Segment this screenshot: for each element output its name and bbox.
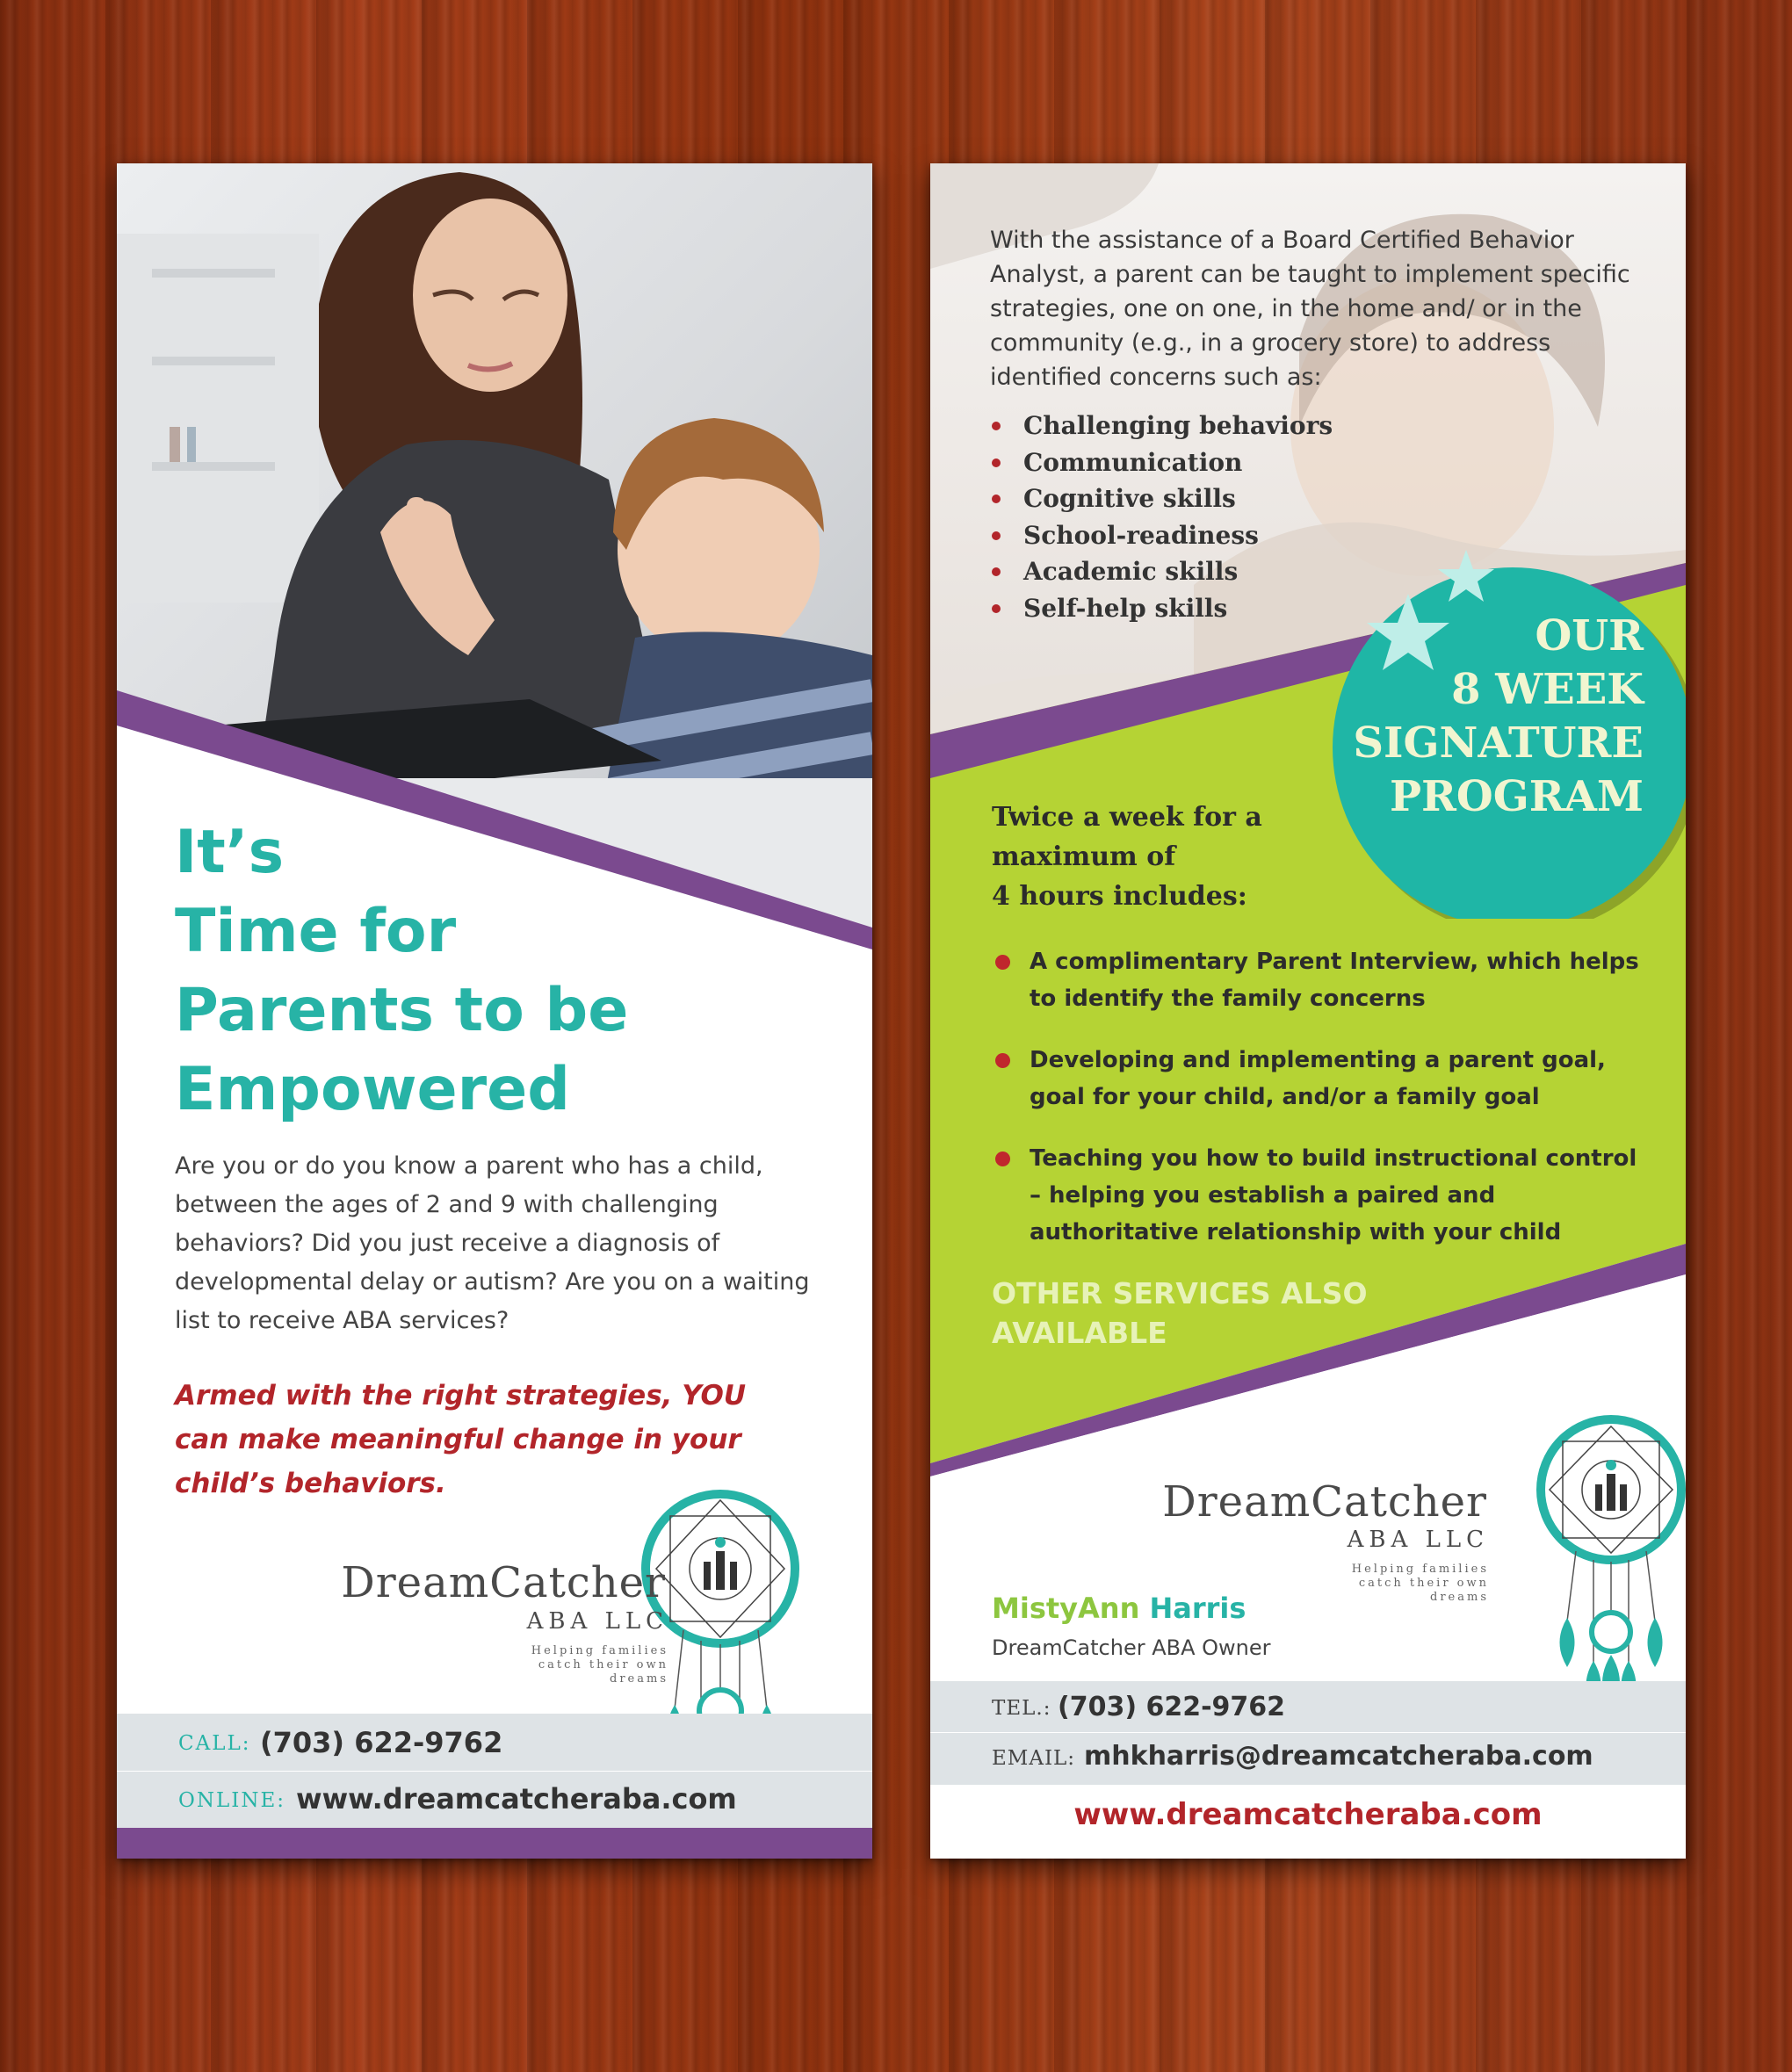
intro-paragraph: Are you or do you know a parent who has a child, between the ages of 2 and 9 with challenging behaviors? Did you just receive a diagnosis of developmental delay or autism? Are you on a waiting list to receive ABA services?: [175, 1152, 810, 1334]
contact-divider: [930, 1732, 1686, 1733]
logo-tagline-line-3: dreams: [610, 1672, 668, 1686]
concern-label: Challenging behaviors: [1023, 411, 1333, 440]
owner-last-name: Harris: [1149, 1592, 1246, 1625]
bullet-dot: [995, 1053, 1010, 1068]
owner-title: DreamCatcher ABA Owner: [992, 1635, 1271, 1660]
concern-label: Self-help skills: [1023, 593, 1228, 623]
logo-wordmark: DreamCatcher: [1162, 1477, 1487, 1527]
email-address-link[interactable]: mhkharris@dreamcatcheraba.com: [1084, 1741, 1593, 1772]
bullet-dot: [995, 1152, 1010, 1166]
contact-divider: [117, 1771, 872, 1772]
tel-phone-number[interactable]: (703) 622-9762: [1058, 1692, 1286, 1722]
logo-tagline-line-1: Helping families: [531, 1644, 668, 1657]
concern-label: Cognitive skills: [1023, 484, 1236, 513]
program-badge-text: OUR 8 WEEK SIGNATURE PROGRAM: [1353, 611, 1644, 821]
tel-label: TEL.:: [992, 1697, 1051, 1720]
owner-name: [992, 1592, 1246, 1625]
bullet-dot: [995, 955, 1010, 970]
logo-tagline-line-3: dreams: [1430, 1591, 1489, 1604]
website-link[interactable]: www.dreamcatcheraba.com: [1073, 1797, 1543, 1832]
empowerment-tagline: Armed with the right strategies, YOU can make meaningful change in your child’s behaviors.: [175, 1380, 747, 1499]
concern-label: School-readiness: [1023, 520, 1259, 550]
bottom-purple-bar: [117, 1828, 872, 1859]
include-text: A complimentary Parent Interview, which helps to identify the family concerns: [1030, 949, 1639, 1012]
call-phone-number[interactable]: (703) 622-9762: [260, 1726, 503, 1759]
include-text: Developing and implementing a parent goal, goal for your child, and/or a family goal: [1030, 1047, 1606, 1110]
online-website-link[interactable]: www.dreamcatcheraba.com: [296, 1782, 737, 1816]
schedule-heading: Twice a week for a maximum of 4 hours includes:: [992, 802, 1262, 912]
back-contact-band: [930, 1681, 1686, 1785]
concern-label: Communication: [1023, 447, 1243, 477]
front-rack-card: [117, 163, 872, 1859]
contact-band: [117, 1714, 872, 1828]
include-text: Teaching you how to build instructional control – helping you establish a paired and authoritative relationship with your child: [1030, 1145, 1637, 1245]
back-rack-card: [930, 163, 1686, 1859]
logo-suffix: ABA LLC: [1347, 1527, 1489, 1553]
call-label: CALL:: [178, 1732, 251, 1755]
logo-tagline-line-2: catch their own: [538, 1658, 668, 1671]
logo-suffix: ABA LLC: [526, 1608, 668, 1635]
program-includes-list: [994, 943, 1644, 1275]
include-item: [994, 943, 1644, 1017]
logo-tagline-line-1: Helping families: [1351, 1563, 1489, 1576]
other-services-note: OTHER SERVICES ALSO AVAILABLE: [992, 1276, 1368, 1350]
owner-first-name: MistyAnn: [992, 1592, 1140, 1625]
back-intro-paragraph: With the assistance of a Board Certified Behavior Analyst, a parent can be taught to implement specific strategies, one on one, in the home and/ or in the community (e.g., in a grocery store) to address identified concerns such as:: [990, 227, 1630, 391]
include-item: [994, 1042, 1644, 1115]
concern-label: Academic skills: [1023, 557, 1239, 586]
headline: It’s Time for Parents to be Empowered: [175, 818, 629, 1124]
logo-tagline-line-2: catch their own: [1358, 1577, 1489, 1590]
email-label: EMAIL:: [992, 1747, 1076, 1770]
logo-wordmark: DreamCatcher: [341, 1558, 666, 1607]
online-label: ONLINE:: [178, 1789, 286, 1812]
include-item: [994, 1140, 1644, 1251]
